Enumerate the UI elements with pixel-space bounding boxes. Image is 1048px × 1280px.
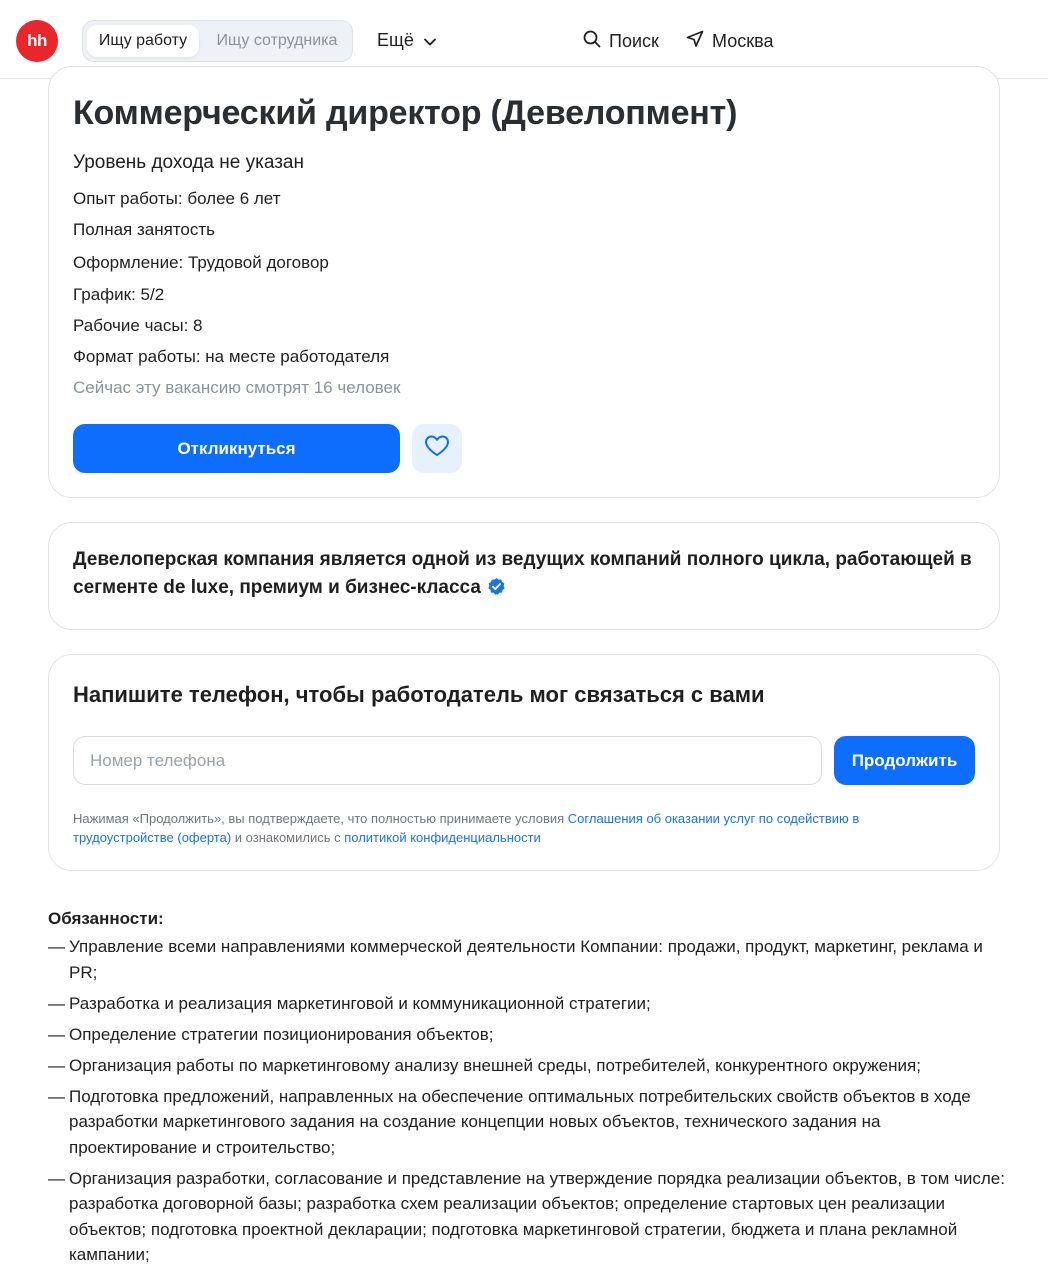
list-item [48, 1084, 1008, 1161]
apply-button[interactable]: Откликнуться [73, 424, 400, 473]
duty-text: Организация работы по маркетинговому анализу внешней среды, потребителей, конкурентного окружения; [69, 1055, 921, 1075]
location-arrow-icon [686, 30, 704, 53]
verified-badge-icon [487, 577, 506, 605]
list-item [48, 1022, 1008, 1048]
dash-bullet: — [48, 1055, 65, 1075]
duties-title: Обязанности: [48, 909, 164, 928]
search-link[interactable] [583, 30, 659, 53]
viewers-count-text: Сейчас эту вакансию смотрят 16 человек [73, 378, 401, 397]
list-item [48, 1053, 1008, 1079]
hh-logo[interactable]: hh [16, 20, 58, 62]
phone-input[interactable] [73, 736, 822, 785]
dash-bullet: — [48, 993, 65, 1013]
chevron-down-icon [424, 30, 436, 51]
duty-text: Определение стратегии позиционирования объектов; [69, 1024, 494, 1044]
terms-middle: и ознакомились с [231, 830, 345, 845]
work-format-text: Формат работы: на месте работодателя [73, 347, 390, 366]
dash-bullet: — [48, 1024, 65, 1044]
experience-text: Опыт работы: более 6 лет [73, 189, 281, 208]
dash-bullet: — [48, 937, 65, 956]
continue-button[interactable]: Продолжить [834, 736, 975, 785]
toggle-employer[interactable]: Ищу сотрудника [216, 32, 338, 49]
dash-bullet: — [48, 1168, 65, 1188]
terms-text [73, 809, 953, 847]
city-label: Москва [712, 31, 774, 51]
offer-agreement-link[interactable]: Соглашения об оказании услуг по содействию в трудоустройстве (оферта) [73, 811, 860, 845]
phone-form-title: Напишите телефон, чтобы работодатель мог связаться с вами [73, 682, 765, 707]
list-item [48, 991, 1008, 1017]
vacancy-title: Коммерческий директор (Девелопмент) [73, 94, 738, 132]
duty-text: Подготовка предложений, направленных на обеспечение оптимальных потребительских свойств объектов в ходе разработки маркетингового задания на создание концепции новых объектов, технического задания на проектирование и строительство; [69, 1086, 971, 1157]
list-item [48, 934, 1008, 985]
more-label: Ещё [377, 30, 414, 50]
search-icon [583, 30, 601, 53]
salary-text: Уровень дохода не указан [73, 152, 304, 173]
company-name[interactable] [73, 546, 978, 605]
more-menu[interactable] [377, 30, 436, 51]
company-name-text: Девелоперская компания является одной из ведущих компаний полного цикла, работающей в сегменте de luxe, премиум и бизнес-класса [73, 549, 972, 598]
terms-prefix: Нажимая «Продолжить», вы подтверждаете, что полностью принимаете условия [73, 811, 568, 826]
privacy-policy-link[interactable]: политикой конфиденциальности [344, 830, 541, 845]
city-selector[interactable] [686, 30, 773, 53]
search-label: Поиск [609, 31, 659, 51]
schedule-text: График: 5/2 [73, 285, 165, 304]
duty-text: Организация разработки, согласование и представление на утверждение порядка реализации объектов, в том числе: разработка договорной базы; разработка схем реализации объектов; определение стартовых цен реализации объектов; подготовка проектной декларации; подготовка маркетинговой стратегии, бюджета и плана рекламной кампании; [69, 1168, 1005, 1264]
list-item [48, 1166, 1008, 1268]
heart-icon [424, 435, 450, 462]
duty-text: Управление всеми направлениями коммерческой деятельности Компании: продажи, продукт, маркетинг, реклама и PR; [69, 937, 983, 982]
employment-text: Полная занятость [73, 220, 216, 239]
contract-text: Оформление: Трудовой договор [73, 253, 329, 272]
duty-text: Разработка и реализация маркетинговой и коммуникационной стратегии; [69, 993, 651, 1013]
duties-list [48, 934, 1008, 1273]
role-toggle [82, 20, 353, 62]
toggle-job-seeker[interactable]: Ищу работу [87, 25, 199, 57]
favorite-button[interactable] [412, 424, 462, 473]
working-hours-text: Рабочие часы: 8 [73, 316, 203, 335]
dash-bullet: — [48, 1086, 65, 1106]
